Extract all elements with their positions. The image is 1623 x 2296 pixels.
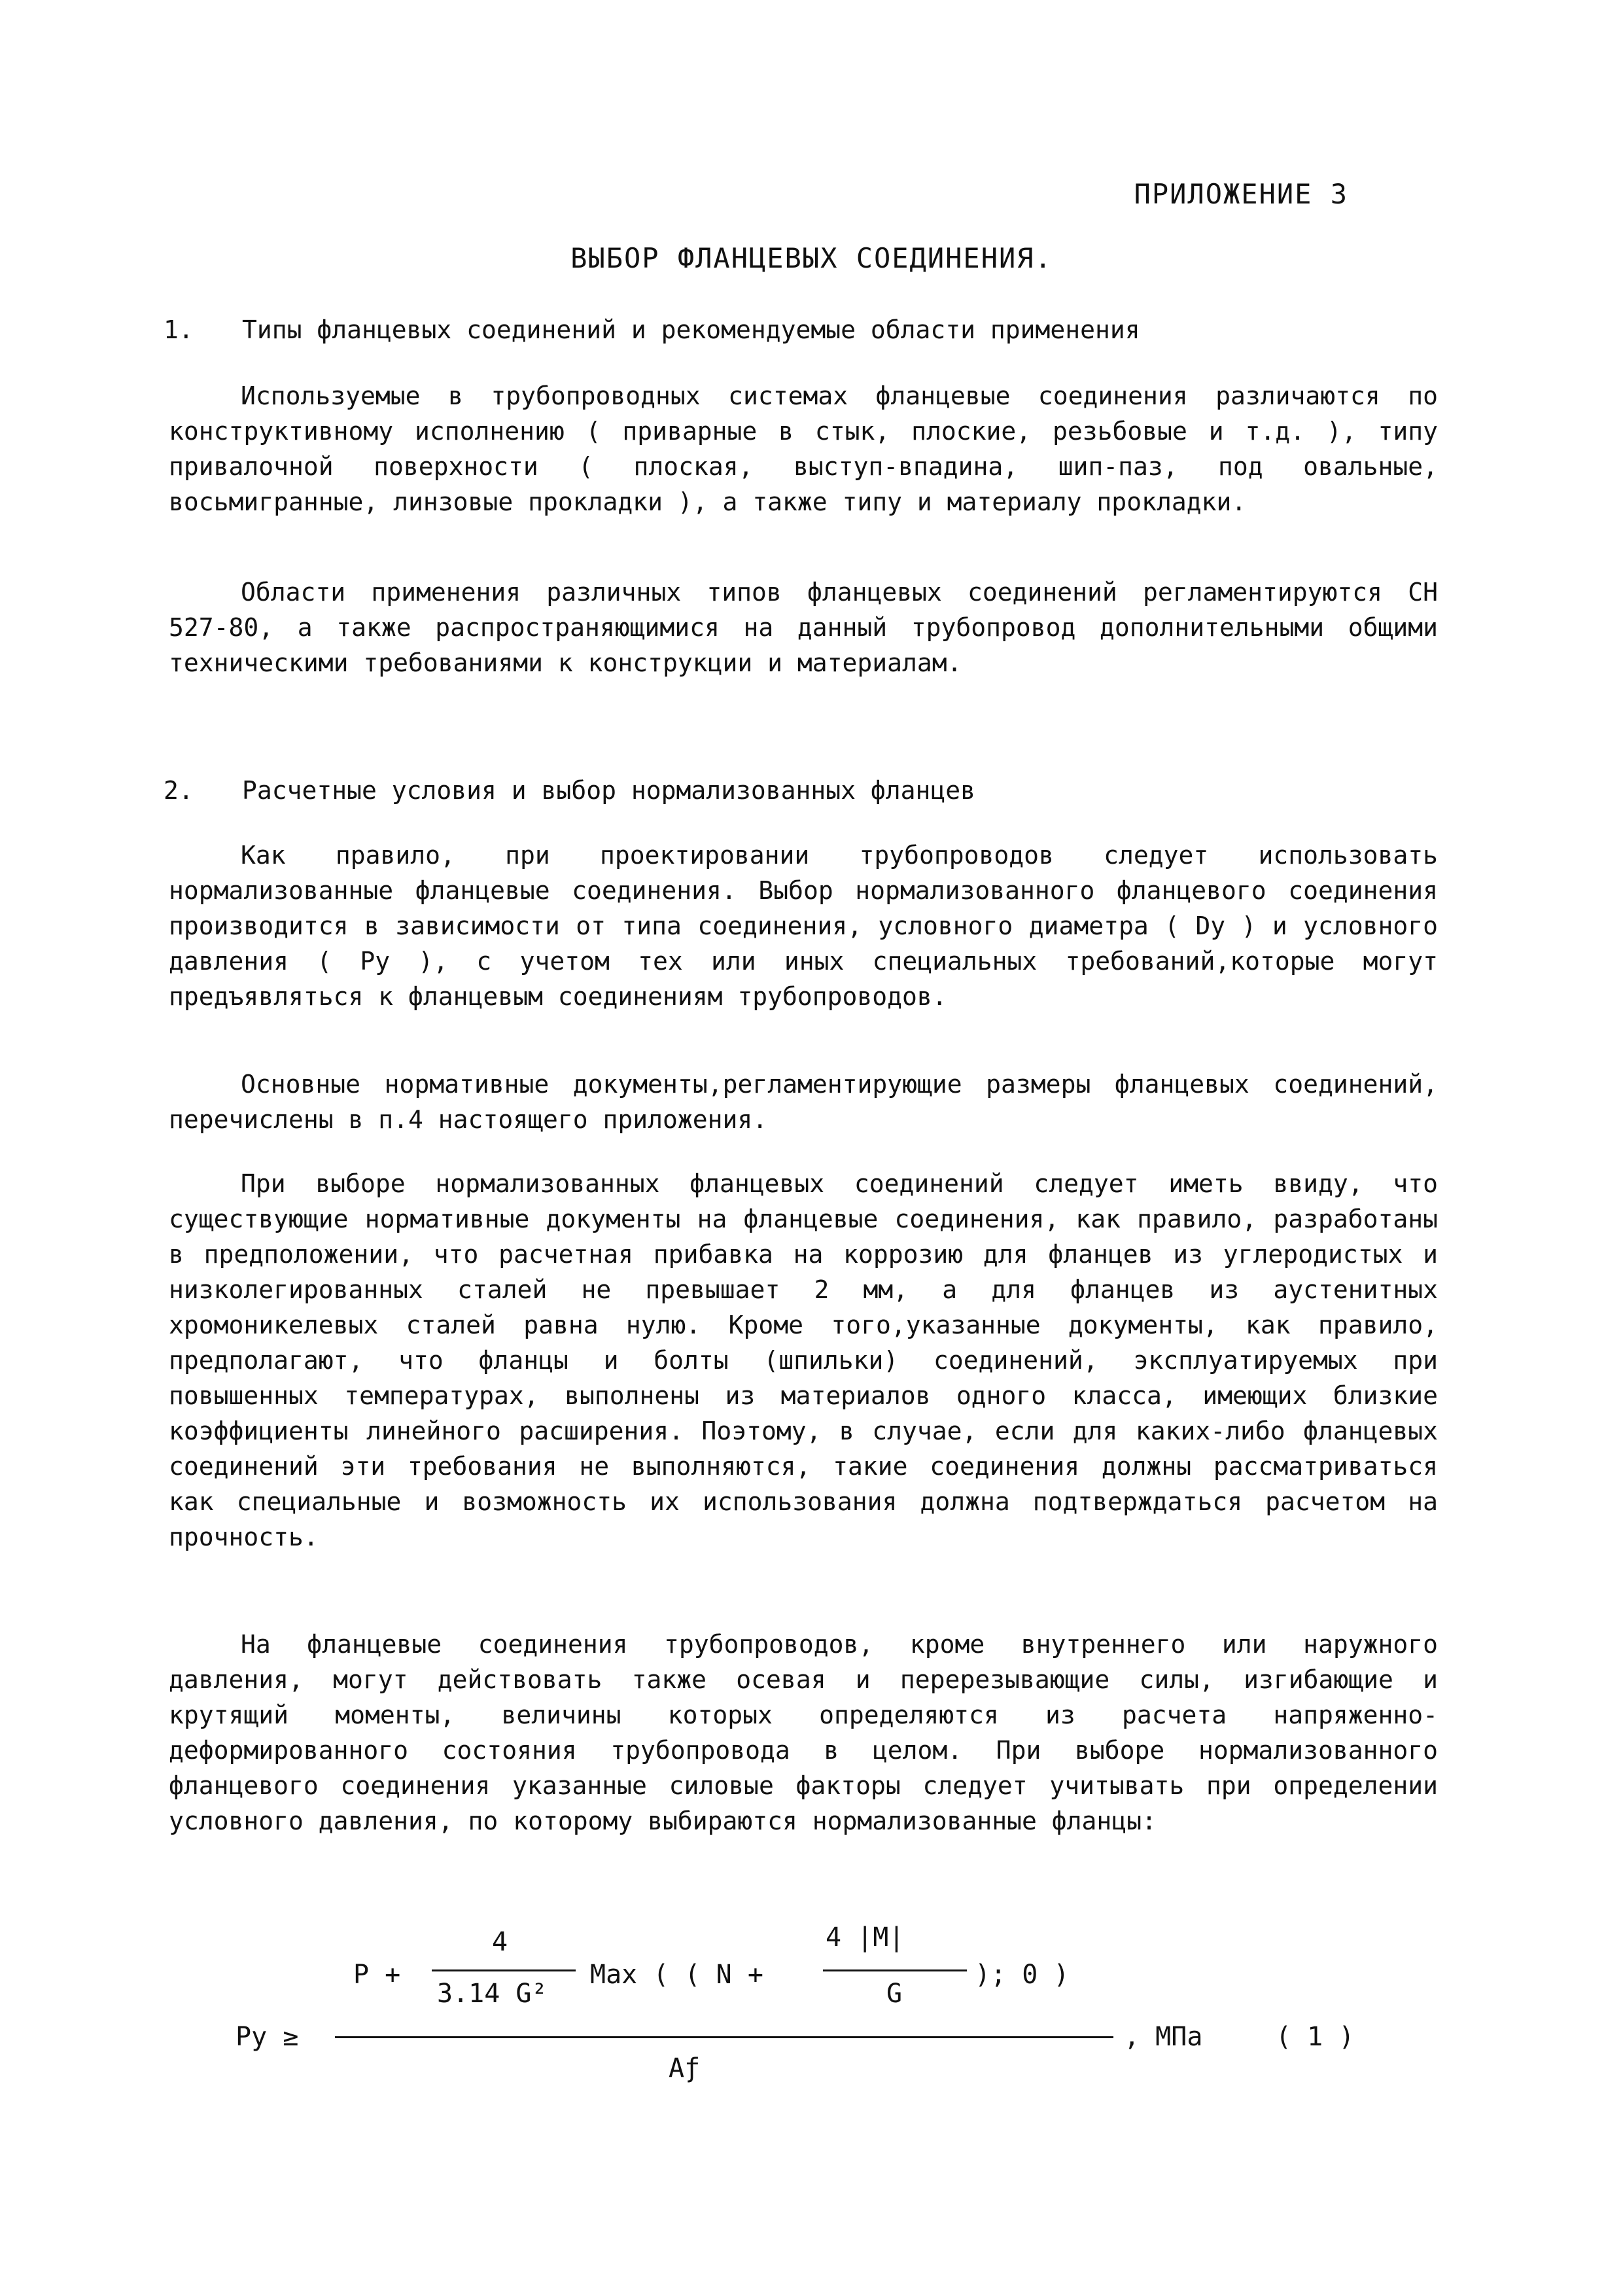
paragraph: Основные нормативные документы,регламентирующие размеры фланцевых соединений, перечислены в п.4 настоящего приложения. [169, 1070, 1438, 1134]
formula-frac1-denominator: 3.14 G² [437, 1979, 548, 2009]
formula-frac1-bar [432, 1969, 576, 1971]
formula-number: ( 1 ) [1276, 2022, 1355, 2052]
section-number: 2. [164, 776, 194, 805]
formula-frac2-denominator: G [886, 1979, 903, 2009]
formula-max-close: ); 0 ) [975, 1960, 1070, 1990]
formula-frac2-bar [823, 1969, 967, 1971]
formula-max-open: Max ( ( N + [590, 1960, 763, 1990]
paragraph: Используемые в трубопроводных системах фланцевые соединения различаются по конструктивному исполнению ( приварные в стык, плоские, резьбовые и т.д. ), типу привалочной поверхности ( плоская, выступ-впадина, шип-паз, под овальные, восьмигранные, линзовые прокладки ), а также типу и материалу прокладки. [169, 381, 1438, 516]
formula-frac1-numerator: 4 [492, 1927, 508, 1957]
formula-lhs: Py ≥ [236, 2022, 299, 2052]
section-title: Типы фланцевых соединений и рекомендуемые области применения [242, 315, 1140, 344]
formula-main-bar [335, 2036, 1113, 2038]
formula-frac2-numerator: 4 |M| [826, 1922, 905, 1952]
formula-denominator: Aƒ [669, 2053, 701, 2083]
section-number: 1. [164, 315, 194, 344]
paragraph: Области применения различных типов фланцевых соединений регламентируются СН 527-80, а также распространяющимися на данный трубопровод дополнительными общими техническими требованиями к конструкции и материалам. [169, 578, 1438, 677]
paragraph: На фланцевые соединения трубопроводов, кроме внутреннего или наружного давления, могут действовать также осевая и перерезывающие силы, изгибающие и крутящий моменты, величины которых определяются из расчета напряженно-деформированного состояния трубопровода в целом. При выборе нормализованного фланцевого соединения указанные силовые факторы следует учитывать при определении условного давления, по которому выбираются нормализованные фланцы: [169, 1630, 1438, 1835]
paragraph: Как правило, при проектировании трубопроводов следует использовать нормализованные фланцевые соединения. Выбор нормализованного фланцевого соединения производится в зависимости от типа соединения, условного диаметра ( Dy ) и условного давления ( Py ), с учетом тех или иных специальных требований,которые могут предъявляться к фланцевым соединениям трубопроводов. [169, 841, 1438, 1011]
formula-p-term: P + [353, 1960, 401, 1990]
document-title: ВЫБОР ФЛАНЦЕВЫХ СОЕДИНЕНИЯ. [570, 242, 1053, 274]
formula-unit: , МПа [1124, 2022, 1203, 2052]
section-title: Расчетные условия и выбор нормализованных фланцев [242, 776, 976, 805]
appendix-label: ПРИЛОЖЕНИЕ 3 [1134, 178, 1348, 210]
paragraph: При выборе нормализованных фланцевых соединений следует иметь ввиду, что существующие нормативные документы на фланцевые соединения, как правило, разработаны в предположении, что расчетная прибавка на коррозию для фланцев из углеродистых и низколегированных сталей не превышает 2 мм, а для фланцев из аустенитных хромоникелевых сталей равна нулю. Кроме того,указанные документы, как правило, предполагают, что фланцы и болты (шпильки) соединений, эксплуатируемых при повышенных температурах, выполнены из материалов одного класса, имеющих близкие коэффициенты линейного расширения. Поэтому, в случае, если для каких-либо фланцевых соединений эти требования не выполняются, такие соединения должны рассматриваться как специальные и возможность их использования должна подтверждаться расчетом на прочность. [169, 1169, 1438, 1551]
